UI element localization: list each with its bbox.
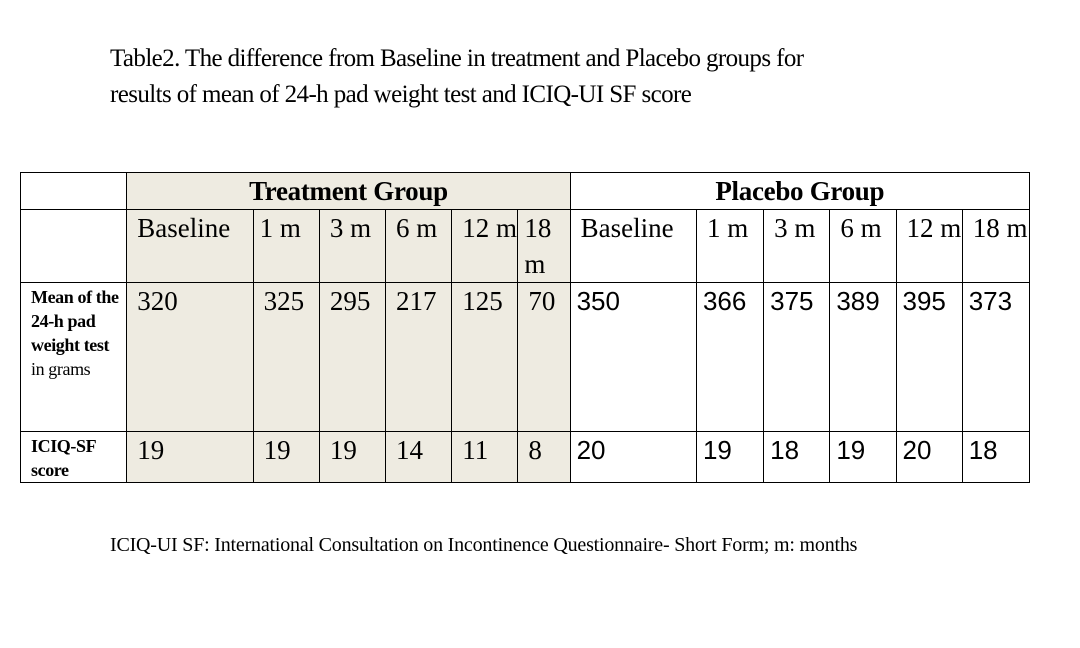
group-header-row (21, 173, 1030, 210)
footnote: ICIQ-UI SF: International Consultation on Incontinence Questionnaire- Short Form; m: months (110, 534, 858, 556)
column-header: 12 m (896, 210, 962, 283)
table-row (21, 432, 1030, 483)
row-label (21, 432, 127, 483)
column-header: 3 m (764, 210, 830, 283)
table-cell: 125 (452, 283, 518, 432)
table-cell: 11 (452, 432, 518, 483)
table-cell: 8 (518, 432, 570, 483)
results-table (20, 172, 1030, 483)
column-header: 1 m (253, 210, 319, 283)
table-cell: 325 (253, 283, 319, 432)
table-cell: 366 (696, 283, 763, 432)
placebo-group-header: Placebo Group (570, 173, 1029, 210)
row-label-unit: in grams (31, 359, 91, 379)
caption-line-1: Table2. The difference from Baseline in treatment and Placebo groups for (110, 45, 804, 72)
column-header: 6 m (830, 210, 896, 283)
table-cell: 18 (764, 432, 830, 483)
table-cell: 14 (386, 432, 452, 483)
table-cell: 217 (386, 283, 452, 432)
column-header: Baseline (570, 210, 696, 283)
table-caption (110, 41, 990, 113)
table-cell: 20 (896, 432, 962, 483)
column-header: 3 m (319, 210, 385, 283)
table-row (21, 283, 1030, 432)
corner-cell (21, 173, 127, 210)
column-header: 18 m (518, 210, 570, 283)
table-cell: 320 (127, 283, 253, 432)
table-cell: 375 (764, 283, 830, 432)
treatment-group-header: Treatment Group (127, 173, 570, 210)
row-label (21, 283, 127, 432)
table-cell: 19 (696, 432, 763, 483)
column-header: Baseline (127, 210, 253, 283)
row-label-bold: ICIQ-SF score (31, 436, 96, 480)
table-cell: 19 (127, 432, 253, 483)
column-header: 12 m (452, 210, 518, 283)
table-cell: 70 (518, 283, 570, 432)
column-header: 1 m (696, 210, 763, 283)
table-cell: 19 (830, 432, 896, 483)
column-header: 6 m (386, 210, 452, 283)
table-cell: 350 (570, 283, 696, 432)
table-cell: 373 (962, 283, 1029, 432)
table-cell: 19 (253, 432, 319, 483)
column-header: 18 m (962, 210, 1029, 283)
row-label-bold: Mean of the 24-h pad weight test (31, 287, 119, 355)
column-header-row (21, 210, 1030, 283)
table-cell: 20 (570, 432, 696, 483)
table-cell: 389 (830, 283, 896, 432)
table-cell: 18 (962, 432, 1029, 483)
table-cell: 395 (896, 283, 962, 432)
table-cell: 19 (319, 432, 385, 483)
row-label-header (21, 210, 127, 283)
caption-line-2: results of mean of 24-h pad weight test and ICIQ-UI SF score (110, 81, 692, 108)
table-cell: 295 (319, 283, 385, 432)
